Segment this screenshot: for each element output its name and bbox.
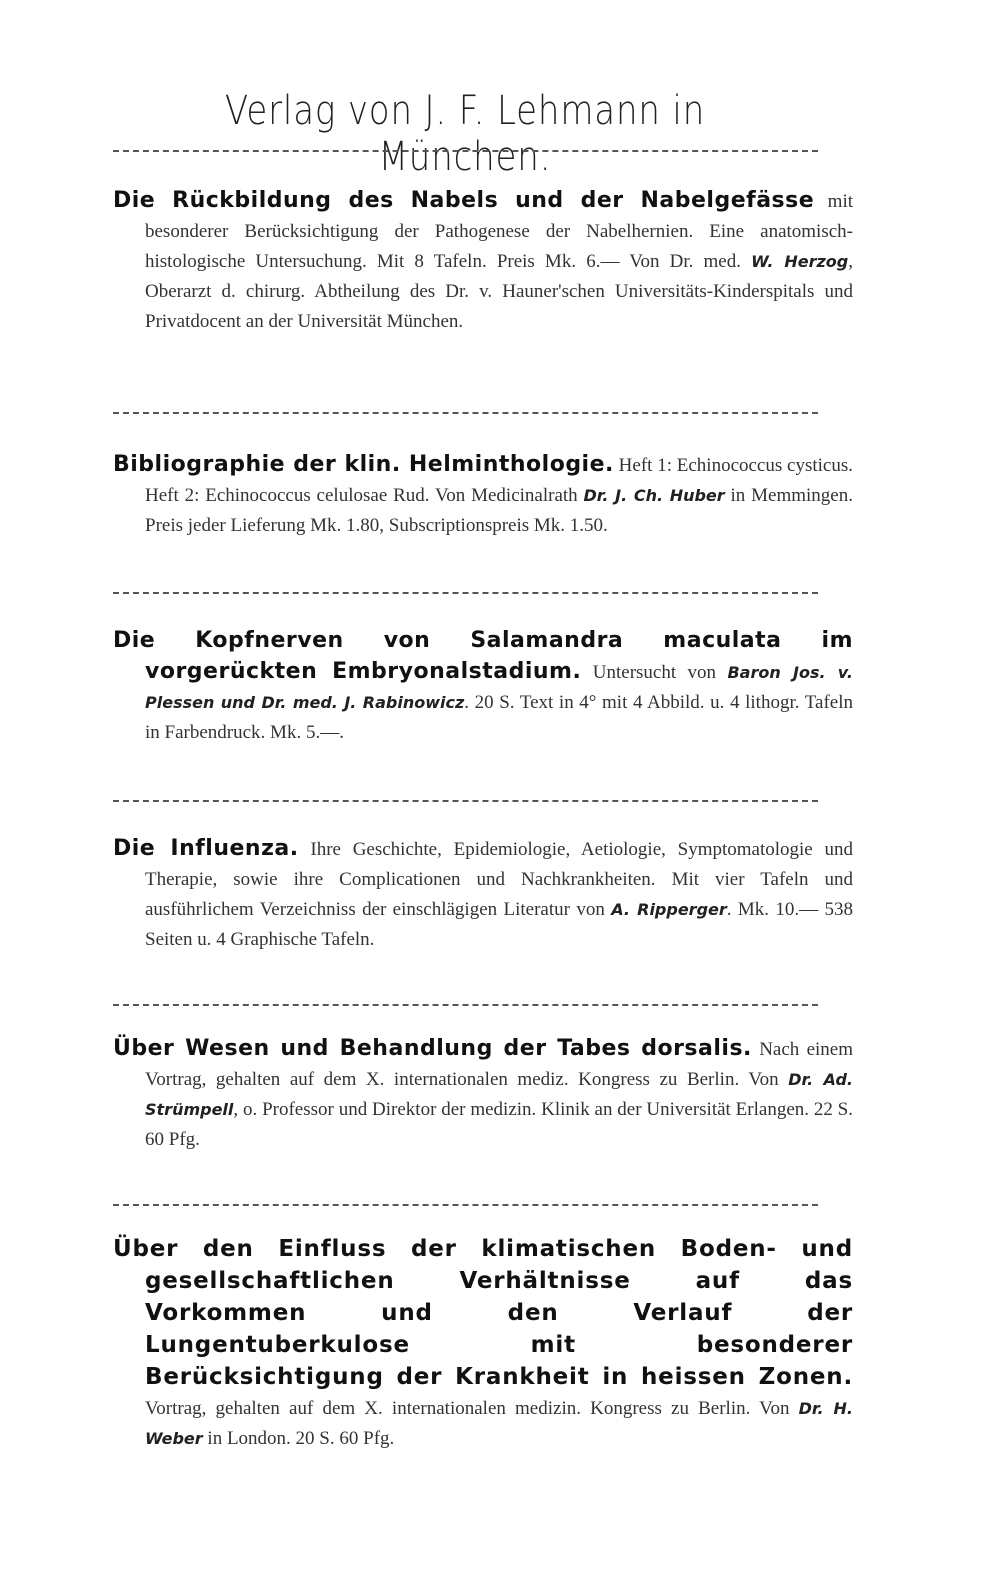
catalog-entry-4: [113, 834, 853, 955]
header-divider: [113, 150, 818, 152]
entry-title: Die Influenza.: [113, 836, 299, 861]
entry-author: Baron Jos. v. Plessen und Dr. med. J. Rabinowicz: [145, 663, 853, 712]
entry-text: Untersucht von: [581, 662, 728, 683]
entry-divider: [113, 412, 818, 414]
entry-text: Nach einem Vortrag, gehalten auf dem X. internationalen mediz. Kongress zu Berlin. Von: [145, 1039, 854, 1090]
entry-text: Vortrag, gehalten auf dem X. internationalen medizin. Kongress zu Berlin. Von: [145, 1398, 799, 1419]
entry-text: mit besonderer Berücksichtigung der Pathogenese der Nabelhernien. Eine anatomisch-histologische Untersuchung. Mit 8 Tafeln. Preis Mk. 6.— Von Dr. med.: [145, 191, 854, 272]
entry-divider: [113, 1004, 818, 1006]
entry-divider: [113, 800, 818, 802]
entry-title: Die Rückbildung des Nabels und der Nabelgefässe: [113, 188, 815, 213]
entry-text: . 20 S. Text in 4° mit 4 Abbild. u. 4 lithogr. Tafeln in Farbendruck. Mk. 5.—.: [145, 692, 853, 743]
entry-author: Dr. H. Weber: [145, 1399, 853, 1448]
entry-text: , o. Professor und Direktor der medizin. Klinik an der Universität Erlangen. 22 S. 60 Pfg.: [145, 1099, 853, 1150]
entry-author: Dr. Ad. Strümpell: [145, 1070, 853, 1119]
entry-text: , Oberarzt d. chirurg. Abtheilung des Dr. v. Hauner'schen Universitäts-Kinderspitals und Privatdocent an der Universität München.: [145, 251, 853, 332]
entry-text: in Memmingen. Preis jeder Lieferung Mk. 1.80, Subscriptionspreis Mk. 1.50.: [145, 485, 853, 536]
entry-text: Ihre Geschichte, Epidemiologie, Aetiologie, Symptomatologie und Therapie, sowie ihre Complicationen und Nachkrankheiten. Mit vier Tafeln und ausführlichem Verzeichniss der einschlägigen Literatur von: [145, 839, 853, 920]
catalog-entry-6: [113, 1234, 853, 1454]
catalog-entry-2: [113, 450, 853, 541]
entry-divider: [113, 592, 818, 594]
catalog-entry-1: [113, 186, 853, 337]
entry-text: in London. 20 S. 60 Pfg.: [202, 1428, 395, 1449]
page-header: Verlag von J. F. Lehmann in München.: [224, 88, 706, 180]
entry-author: Dr. J. Ch. Huber: [583, 486, 725, 505]
entry-author: W. Herzog: [751, 252, 849, 271]
entry-divider: [113, 1204, 818, 1206]
entry-title: Über den Einfluss der klimatischen Boden- und gesellschaftlichen Verhältnisse auf das Vorkommen und den Verlauf der Lungentuberkulose mit besonderer Berücksichtigung der Krankheit in heissen Zonen.: [113, 1236, 853, 1390]
catalog-entry-5: [113, 1034, 853, 1155]
entry-text: . Mk. 10.— 538 Seiten u. 4 Graphische Tafeln.: [145, 899, 853, 950]
entry-title: Über Wesen und Behandlung der Tabes dorsalis.: [113, 1036, 752, 1061]
catalog-entry-3: [113, 626, 853, 748]
entry-title: Bibliographie der klin. Helminthologie.: [113, 452, 614, 477]
entry-text: Heft 1: Echinococcus cysticus. Heft 2: Echinococcus celulosae Rud. Von Medicinalrath: [145, 455, 853, 506]
entry-title: Die Kopfnerven von Salamandra maculata im vorgerückten Embryonalstadium.: [113, 628, 853, 684]
entry-author: A. Ripperger: [611, 900, 727, 919]
